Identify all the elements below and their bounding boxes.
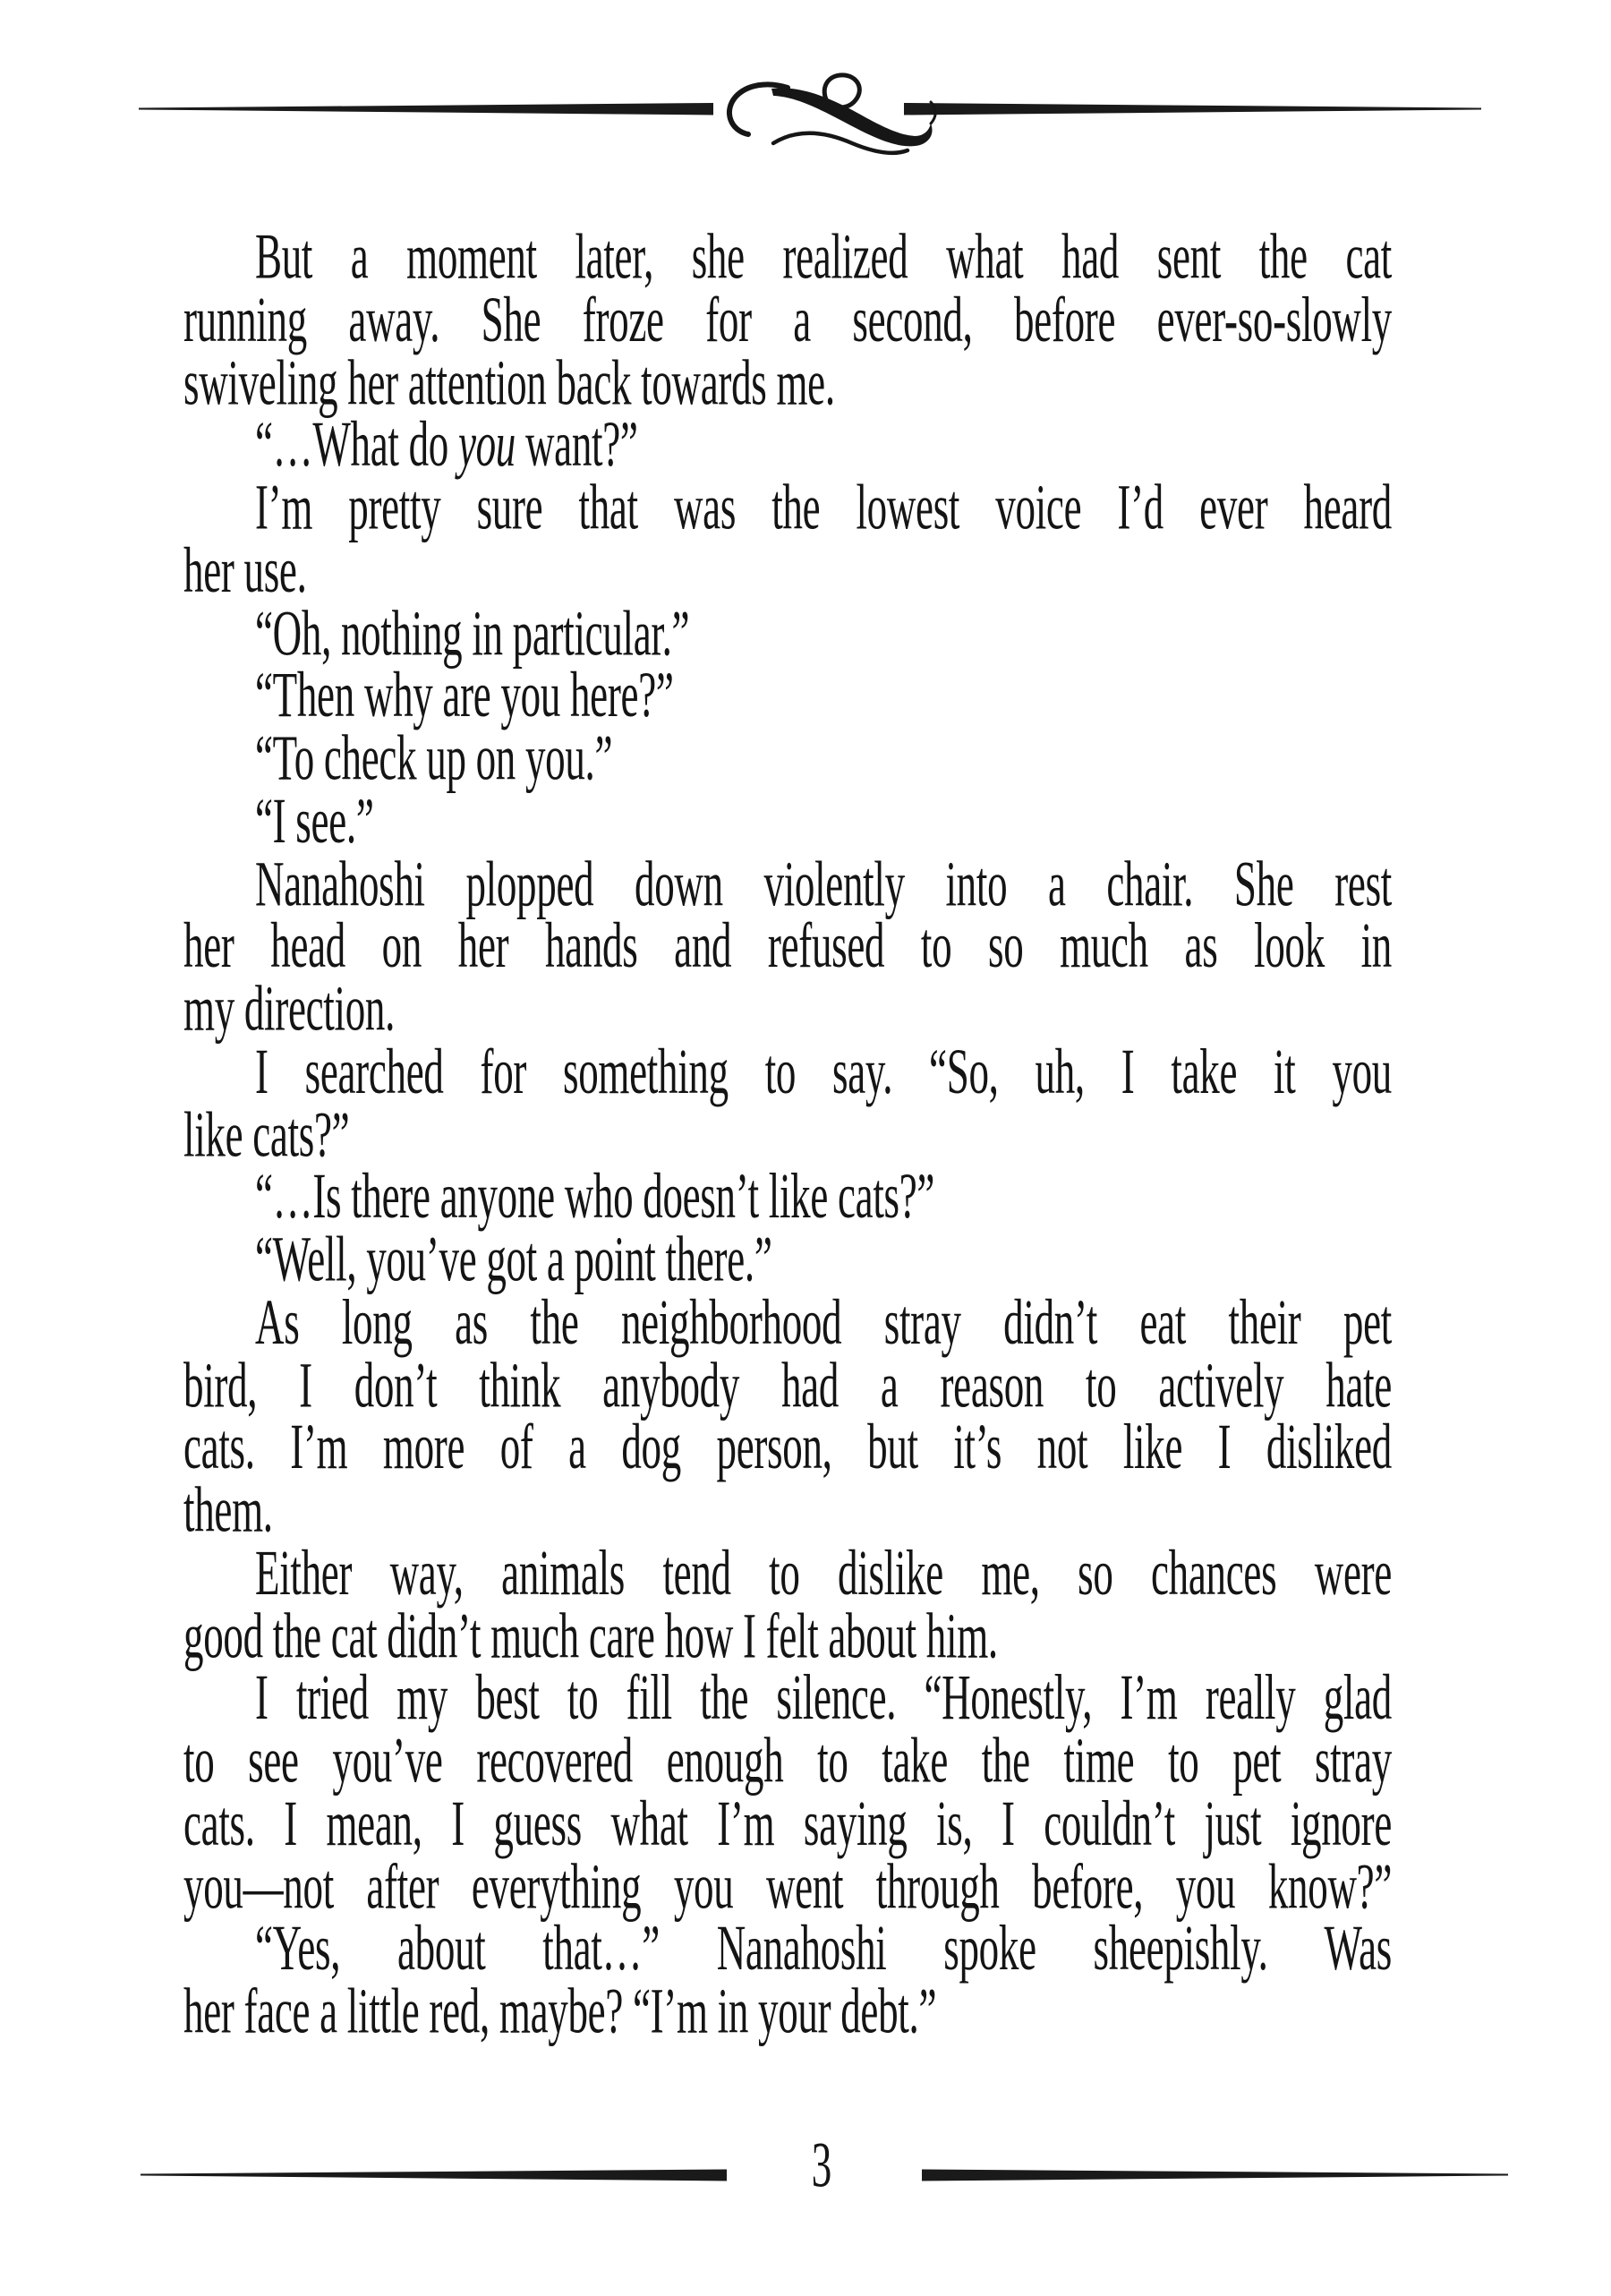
footer-rule-left bbox=[141, 2170, 727, 2181]
text-line bbox=[183, 1536, 1392, 1609]
text-run: “Oh, nothing in particular.” bbox=[255, 596, 690, 669]
top-rule-right bbox=[904, 103, 1481, 115]
text-line bbox=[183, 1411, 1392, 1483]
text-run: “Well, you’ve got a point there.” bbox=[255, 1223, 772, 1295]
text-run: swiveling her attention back towards me. bbox=[183, 346, 835, 418]
text-run: like cats?” bbox=[183, 1097, 350, 1170]
text-line bbox=[183, 1661, 1392, 1734]
text-run: her head on her hands and refused to so much as look in bbox=[183, 909, 1392, 982]
body-text bbox=[183, 220, 1392, 2047]
text-line bbox=[183, 909, 1392, 982]
text-run: “I see.” bbox=[255, 784, 374, 857]
text-line bbox=[183, 1348, 1392, 1421]
text-run: As long as the neighborhood stray didn’t eat their pet bbox=[255, 1285, 1392, 1358]
top-rule-left bbox=[139, 103, 713, 115]
text-line bbox=[183, 784, 1392, 857]
text-line bbox=[183, 596, 1392, 669]
text-run: I’m pretty sure that was the lowest voice I’d ever heard bbox=[255, 471, 1392, 543]
text-line bbox=[183, 659, 1392, 731]
text-run: I tried my best to fill the silence. “Honestly, I’m really glad bbox=[255, 1661, 1392, 1734]
text-line bbox=[183, 1787, 1392, 1859]
text-run: Nanahoshi plopped down violently into a chair. She rest bbox=[255, 847, 1392, 919]
footer-rule-right bbox=[922, 2170, 1508, 2181]
text-line bbox=[183, 283, 1392, 355]
text-run: want?” bbox=[516, 408, 638, 481]
text-line bbox=[183, 1223, 1392, 1295]
text-run: “Yes, about that…” Nanahoshi spoke sheepishly. Was bbox=[255, 1912, 1392, 1984]
text-run: cats. I’m more of a dog person, but it’s not like I disliked bbox=[183, 1411, 1392, 1483]
text-line bbox=[183, 1285, 1392, 1358]
text-run: “Then why are you here?” bbox=[255, 659, 674, 731]
text-run: But a moment later, she realized what had sent the cat bbox=[255, 220, 1392, 293]
text-run: you—not after everything you went through before, you know?” bbox=[183, 1849, 1392, 1922]
text-run: them. bbox=[183, 1473, 273, 1546]
text-run: I searched for something to say. “So, uh, I take it you bbox=[255, 1035, 1392, 1107]
text-run: “…What do bbox=[255, 408, 458, 481]
text-line bbox=[183, 1849, 1392, 1922]
text-run: her face a little red, maybe? “I’m in your debt.” bbox=[183, 1975, 937, 2047]
page-number: 3 bbox=[811, 2129, 832, 2201]
text-line bbox=[183, 220, 1392, 293]
top-rule bbox=[139, 103, 1481, 115]
text-line bbox=[183, 721, 1392, 794]
text-run: bird, I don’t think anybody had a reason to actively hate bbox=[183, 1348, 1392, 1421]
text-run: cats. I mean, I guess what I’m saying is, I couldn’t just ignore bbox=[183, 1787, 1392, 1859]
text-line bbox=[183, 1160, 1392, 1233]
text-run: “To check up on you.” bbox=[255, 721, 613, 794]
flourish-ornament-icon bbox=[729, 75, 935, 153]
text-run: good the cat didn’t much care how I felt about him. bbox=[183, 1599, 998, 1671]
text-run: running away. She froze for a second, before ever-so-slowly bbox=[183, 283, 1392, 355]
text-line bbox=[183, 1724, 1392, 1797]
text-line bbox=[183, 847, 1392, 919]
text-line bbox=[183, 471, 1392, 543]
text-run: Either way, animals tend to dislike me, so chances were bbox=[255, 1536, 1392, 1609]
italic-text-run: you bbox=[457, 408, 516, 481]
text-run: my direction. bbox=[183, 972, 396, 1045]
text-line bbox=[183, 1912, 1392, 1984]
text-run: “…Is there anyone who doesn’t like cats?” bbox=[255, 1160, 935, 1233]
text-run: her use. bbox=[183, 533, 307, 606]
text-line bbox=[183, 1035, 1392, 1107]
text-line bbox=[183, 408, 1392, 481]
text-run: to see you’ve recovered enough to take the time to pet stray bbox=[183, 1724, 1392, 1797]
